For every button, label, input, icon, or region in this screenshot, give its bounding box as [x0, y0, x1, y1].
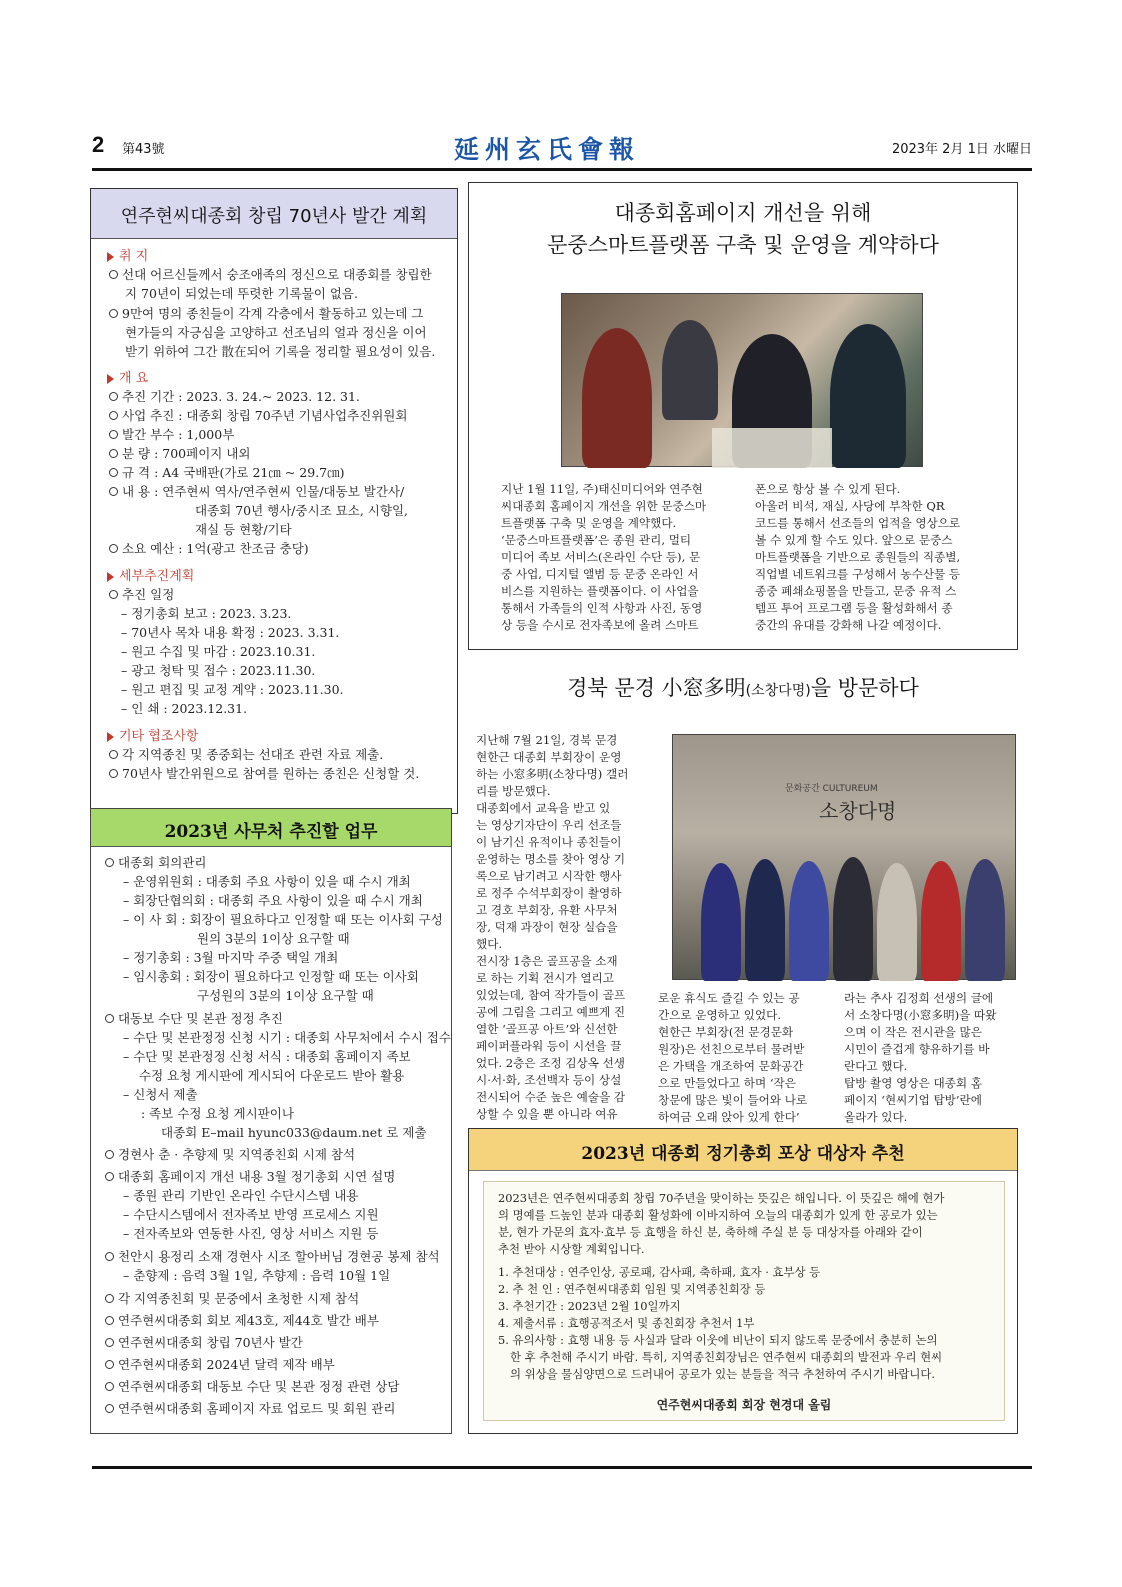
homepage-text-col1: 지난 1월 11일, 주)태신미디어와 연주현 씨대종회 홈페이지 개선을 위한 문중스마 트플랫폼 구축 및 운영을 계약했다. ‘문중스마트플랫폼’은 종원 관리, 멀티 미디어 족보 서비스(온라인 수단 등), 문 중 사업, 디지털 앨범 등 문중 온라인 서 비스를 지원하는 플랫폼이다. 이 사업을 통해서 가족들의 인적 사항과 사진, 동영 상 등을 수시로 전자족보에 올려 스마트	[501, 482, 707, 632]
award-title-bar	[469, 1129, 1017, 1171]
circle-bullet-icon	[109, 769, 118, 778]
detail-heading: 세부추진계획	[107, 565, 194, 584]
masthead: 延州玄氏會報	[454, 135, 641, 164]
overview-heading: 개 요	[107, 367, 148, 386]
detail-line: – 광고 청탁 및 접수 : 2023.11.30.	[121, 663, 316, 678]
office-email-line: 대종회 E–mail hyunc033@daum.net 로 제출	[161, 1125, 427, 1140]
office-line: – 종원 관리 기반인 온라인 수단시스템 내용	[123, 1188, 359, 1203]
office-line: – 이 사 회 : 회장이 필요하다고 인정할 때 또는 이사회 구성	[123, 912, 443, 927]
office-line: 연주현씨대종회 회보 제43호, 제44호 발간 배부	[105, 1311, 379, 1329]
photo-figure	[789, 861, 829, 981]
award-items: 1. 추천대상 : 연주인상, 공로패, 감사패, 축하패, 효자 · 효부상 등 2. 추 천 인 : 연주현씨대종회 임원 및 지역종친회장 등 3. 추천기간 : 2023년 2월 10일까지 4. 제출서류 : 효행공적조서 및 종친회장 추천서 1부 5. 유의사항 : 효행 내용 등 사실과 달라 이웃에 비난이 되지 않도록 문중에서 충분히 논의 한 후 추천해 주시기 바람. 특히, 지역종친회장님은 연주현씨 대종회의 발전과 우리 현씨 의 위상을 물심양면으로 드러내어 공로가 있는 분들을 적극 추천하여 주시기 바랍니다.	[498, 1265, 943, 1381]
office-line: – 전자족보와 연동한 사진, 영상 서비스 지원 등	[123, 1226, 379, 1241]
office-line: 연주현씨대종회 2024년 달력 제작 배부	[105, 1355, 335, 1373]
circle-bullet-icon	[105, 1316, 114, 1325]
purpose-line: 받기 위하여 그간 散在되어 기록을 정리할 필요성이 있음.	[125, 344, 436, 359]
purpose-heading: 취 지	[107, 245, 148, 264]
circle-bullet-icon	[105, 1382, 114, 1391]
overview-line: 재실 등 현황/기타	[195, 522, 292, 537]
circle-bullet-icon	[109, 392, 118, 401]
detail-line: – 원고 수집 및 마감 : 2023.10.31.	[121, 644, 316, 659]
gallery-sign-brand: 문화공간 CULTUREUM	[785, 784, 878, 794]
triangle-icon	[107, 572, 114, 582]
photo-figure	[877, 863, 917, 981]
office-line: 연주현씨대종회 창립 70년사 발간	[105, 1333, 303, 1351]
overview-line: 규 격 : A4 국배판(가로 21㎝ ~ 29.7㎝)	[109, 463, 345, 481]
office-line: 천안시 용정리 소재 경현사 시조 할아버님 경현공 봉제 참석	[105, 1247, 440, 1265]
office-line: – 임시총회 : 회장이 필요하다고 인정할 때 또는 이사회	[123, 969, 419, 984]
photo-figure	[582, 328, 652, 468]
overview-line: 추진 기간 : 2023. 3. 24.~ 2023. 12. 31.	[109, 387, 360, 405]
office-line: 경현사 춘 · 추향제 및 지역종친회 시제 참석	[105, 1145, 355, 1163]
office-line: – 수단 및 본관정정 신청 서식 : 대종회 홈페이지 족보	[123, 1049, 411, 1064]
footer-rule	[92, 1466, 1032, 1469]
visit-text-col2: 로운 휴식도 즐길 수 있는 공 간으로 운영하고 있었다. 현한근 부회장(전 문경문화 원장)은 선친으로부터 물려받 은 가택을 개조하여 문화공간 으로 만들었다고 하며 ‘작은 창문에 많은 빛이 들어와 나로 하여금 오래 앉아 있게 한다’	[658, 991, 808, 1124]
circle-bullet-icon	[105, 1014, 114, 1023]
photo-figure	[921, 861, 961, 981]
history-plan-title: 연주현씨대종회 창립 70년사 발간 계획	[120, 206, 428, 227]
detail-line: – 70년사 목차 내용 확정 : 2023. 3.31.	[121, 625, 340, 640]
page-number: 2	[92, 132, 105, 157]
office-tasks-box	[90, 808, 452, 1434]
office-line: 연주현씨대종회 홈페이지 자료 업로드 및 회원 관리	[105, 1399, 395, 1417]
detail-line: – 원고 편집 및 교정 계약 : 2023.11.30.	[121, 682, 344, 697]
circle-bullet-icon	[105, 1338, 114, 1347]
office-line: 원의 3분의 1이상 요구할 때	[197, 931, 350, 946]
overview-line: 내 용 : 연주현씨 역사/연주현씨 인물/대동보 발간사/	[109, 482, 404, 500]
gallery-sign-name: 소창다명	[819, 799, 897, 823]
visit-text-col1: 지난해 7월 21일, 경북 문경 현한근 대종회 부회장이 운영 하는 小窓多明(소창다명) 갤러 리를 방문했다. 대종회에서 교육을 받고 있 는 영상기자단이 우리 선조들 이 남기신 유적이나 종친들이 운영하는 명소를 찾아 영상 기 록으로 남기려고 시작한 행사 로 정주 수석부회장이 촬영하 고 경호 부회장, 유환 사무처 장, 덕재 과장이 현장 실습을 했다. 전시장 1층은 골프공을 소재 로 하는 기획 전시가 열리고 있었는데, 참여 작가들이 골프 공에 그림을 그리고 예쁘게 진 열한 ‘골프공 아트’와 신선한 페이퍼플라워 등이 시선을 끌 었다. 2층은 조정 김상옥 선생 시·서·화, 조선백자 등이 상설 전시되어 수준 높은 예술을 감 상할 수 있을 뿐 아니라 여유	[476, 733, 629, 1121]
office-line: 각 지역종친회 및 문중에서 초청한 시제 참석	[105, 1289, 359, 1307]
overview-line: 발간 부수 : 1,000부	[109, 425, 234, 443]
photo-figure	[701, 863, 741, 981]
office-line: 대종회 홈페이지 개선 내용 3월 정기총회 시연 설명	[105, 1167, 395, 1185]
circle-bullet-icon	[109, 309, 118, 318]
homepage-title-line1: 대종회홈페이지 개선을 위해	[614, 201, 872, 225]
overview-line: 소요 예산 : 1억(광고 찬조금 충당)	[109, 539, 309, 557]
circle-bullet-icon	[109, 468, 118, 477]
gallery-group-photo	[672, 734, 1016, 980]
office-line: : 족보 수정 요청 게시판이나	[141, 1106, 294, 1121]
circle-bullet-icon	[105, 1172, 114, 1181]
office-line: 대종회 회의관리	[105, 853, 207, 871]
award-intro: 2023년은 연주현씨대종회 창립 70주년을 맞이하는 뜻깊은 해입니다. 이 뜻깊은 해에 현가 의 명예를 드높인 분과 대종회 활성화에 이바지하여 오늘의 대종회가 있게 한 공로가 있는 분, 현가 가문의 효자·효부 등 효행을 하신 분, 축하해 주실 분 등 대상자를 아래와 같이 추천 받아 시상할 계획입니다.	[498, 1191, 945, 1256]
circle-bullet-icon	[105, 858, 114, 867]
visit-text-col3: 라는 추사 김정희 선생의 글에 서 소창다명(小窓多明)을 따왔 으며 이 작은 전시관을 많은 시민이 즐겁게 향유하기를 바 란다고 했다. 탑방 촬영 영상은 대종회 홈 페이지 ‘현씨기업 탑방’란에 올라가 있다.	[844, 991, 997, 1124]
circle-bullet-icon	[105, 1294, 114, 1303]
photo-figure	[830, 324, 906, 468]
other-heading: 기타 협조사항	[107, 725, 198, 744]
header-rule	[92, 168, 1032, 171]
circle-bullet-icon	[109, 750, 118, 759]
office-line: – 회장단협의회 : 대종회 주요 사항이 있을 때 수시 개최	[123, 893, 423, 908]
office-line: – 수단 및 본관정정 신청 시기 : 대종회 사무처에서 수시 접수	[123, 1030, 451, 1045]
circle-bullet-icon	[105, 1404, 114, 1413]
circle-bullet-icon	[109, 590, 118, 599]
overview-line: 사업 추진 : 대종회 창립 70주년 기념사업추진위원회	[109, 406, 407, 424]
award-nomination-box	[468, 1128, 1018, 1434]
circle-bullet-icon	[109, 430, 118, 439]
publication-date: 2023年 2月 1日 水曜日	[891, 142, 1032, 157]
visit-article-title: 경북 문경 小窓多明(소창다명)을 방문하다	[567, 676, 919, 700]
page-header	[92, 130, 1032, 162]
homepage-title-line2: 문중스마트플랫폼 구축 및 운영을 계약하다	[547, 233, 939, 257]
photo-figure	[965, 859, 1005, 981]
history-plan-title-bar	[91, 189, 457, 239]
circle-bullet-icon	[109, 487, 118, 496]
overview-line: 대종회 70년 행사/중시조 묘소, 시향일,	[195, 503, 409, 518]
office-line: – 신청서 제출	[123, 1087, 198, 1102]
office-line: – 운영위원회 : 대종회 주요 사항이 있을 때 수시 개최	[123, 874, 411, 889]
purpose-line: 선대 어르신들께서 숭조애족의 정신으로 대종회를 창립한	[109, 265, 432, 283]
photo-figure	[745, 859, 785, 981]
office-tasks-title: 2023년 사무처 추진할 업무	[164, 822, 378, 842]
office-line: 구성원의 3분의 1이상 요구할 때	[197, 988, 374, 1003]
triangle-icon	[107, 732, 114, 742]
homepage-text-col2: 폰으로 항상 볼 수 있게 된다. 아울러 비석, 재실, 사당에 부착한 QR 코드를 통해서 선조들의 업적을 영상으로 볼 수 있게 할 수도 있다. 앞으로 문중스 마트플랫폼을 기반으로 종원들의 직종별, 직업별 네트워크를 구성해서 농수산물 등 종중 폐쇄쇼핑몰을 만들고, 문중 유적 스 템프 투어 프로그램 등을 활성화해서 종 중간의 유대를 강화해 나갈 예정이다.	[755, 482, 961, 632]
purpose-line: 지 70년이 되었는데 뚜렷한 기록물이 없음.	[125, 286, 358, 301]
office-tasks-title-bar	[91, 809, 451, 847]
circle-bullet-icon	[109, 411, 118, 420]
award-title: 2023년 대종회 정기총회 포상 대상자 추천	[581, 1144, 905, 1164]
issue-number: 第43號	[122, 142, 165, 157]
office-line: 수정 요청 게시판에 게시되어 다운로드 받아 활용	[139, 1068, 405, 1083]
circle-bullet-icon	[105, 1252, 114, 1261]
circle-bullet-icon	[105, 1360, 114, 1369]
office-line: – 수단시스템에서 전자족보 반영 프로세스 지원	[123, 1207, 379, 1222]
detail-line: 추진 일정	[109, 585, 174, 603]
photo-figure	[833, 857, 873, 981]
circle-bullet-icon	[109, 270, 118, 279]
photo-table	[712, 428, 832, 468]
triangle-icon	[107, 252, 114, 262]
detail-line: – 정기총회 보고 : 2023. 3.23.	[121, 606, 292, 621]
meeting-photo	[561, 293, 923, 467]
purpose-line: 현가들의 자긍심을 고양하고 선조님의 얼과 정신을 이어	[125, 325, 427, 340]
overview-line: 분 량 : 700페이지 내외	[109, 444, 251, 462]
circle-bullet-icon	[109, 449, 118, 458]
detail-line: – 인 쇄 : 2023.12.31.	[121, 701, 248, 716]
purpose-line: 9만여 명의 종친들이 각계 각층에서 활동하고 있는데 그	[109, 304, 423, 322]
award-content	[483, 1181, 1005, 1421]
triangle-icon	[107, 374, 114, 384]
office-line: – 춘향제 : 음력 3월 1일, 추향제 : 음력 10월 1일	[123, 1268, 391, 1283]
circle-bullet-icon	[105, 1150, 114, 1159]
office-line: – 정기총회 : 3월 마지막 주중 택일 개최	[123, 950, 339, 965]
other-line: 70년사 발간위원으로 참여를 원하는 종친은 신청할 것.	[109, 764, 419, 782]
photo-figure	[662, 320, 718, 420]
history-plan-box	[90, 188, 458, 814]
award-signature: 연주현씨대종회 회장 현경대 올림	[656, 1398, 832, 1412]
office-line: 대동보 수단 및 본관 정정 추진	[105, 1009, 283, 1027]
homepage-article-box	[468, 182, 1018, 650]
circle-bullet-icon	[109, 544, 118, 553]
office-line: 연주현씨대종회 대동보 수단 및 본관 정정 관련 상담	[105, 1377, 399, 1395]
other-line: 각 지역종친 및 종중회는 선대조 관련 자료 제출.	[109, 745, 383, 763]
